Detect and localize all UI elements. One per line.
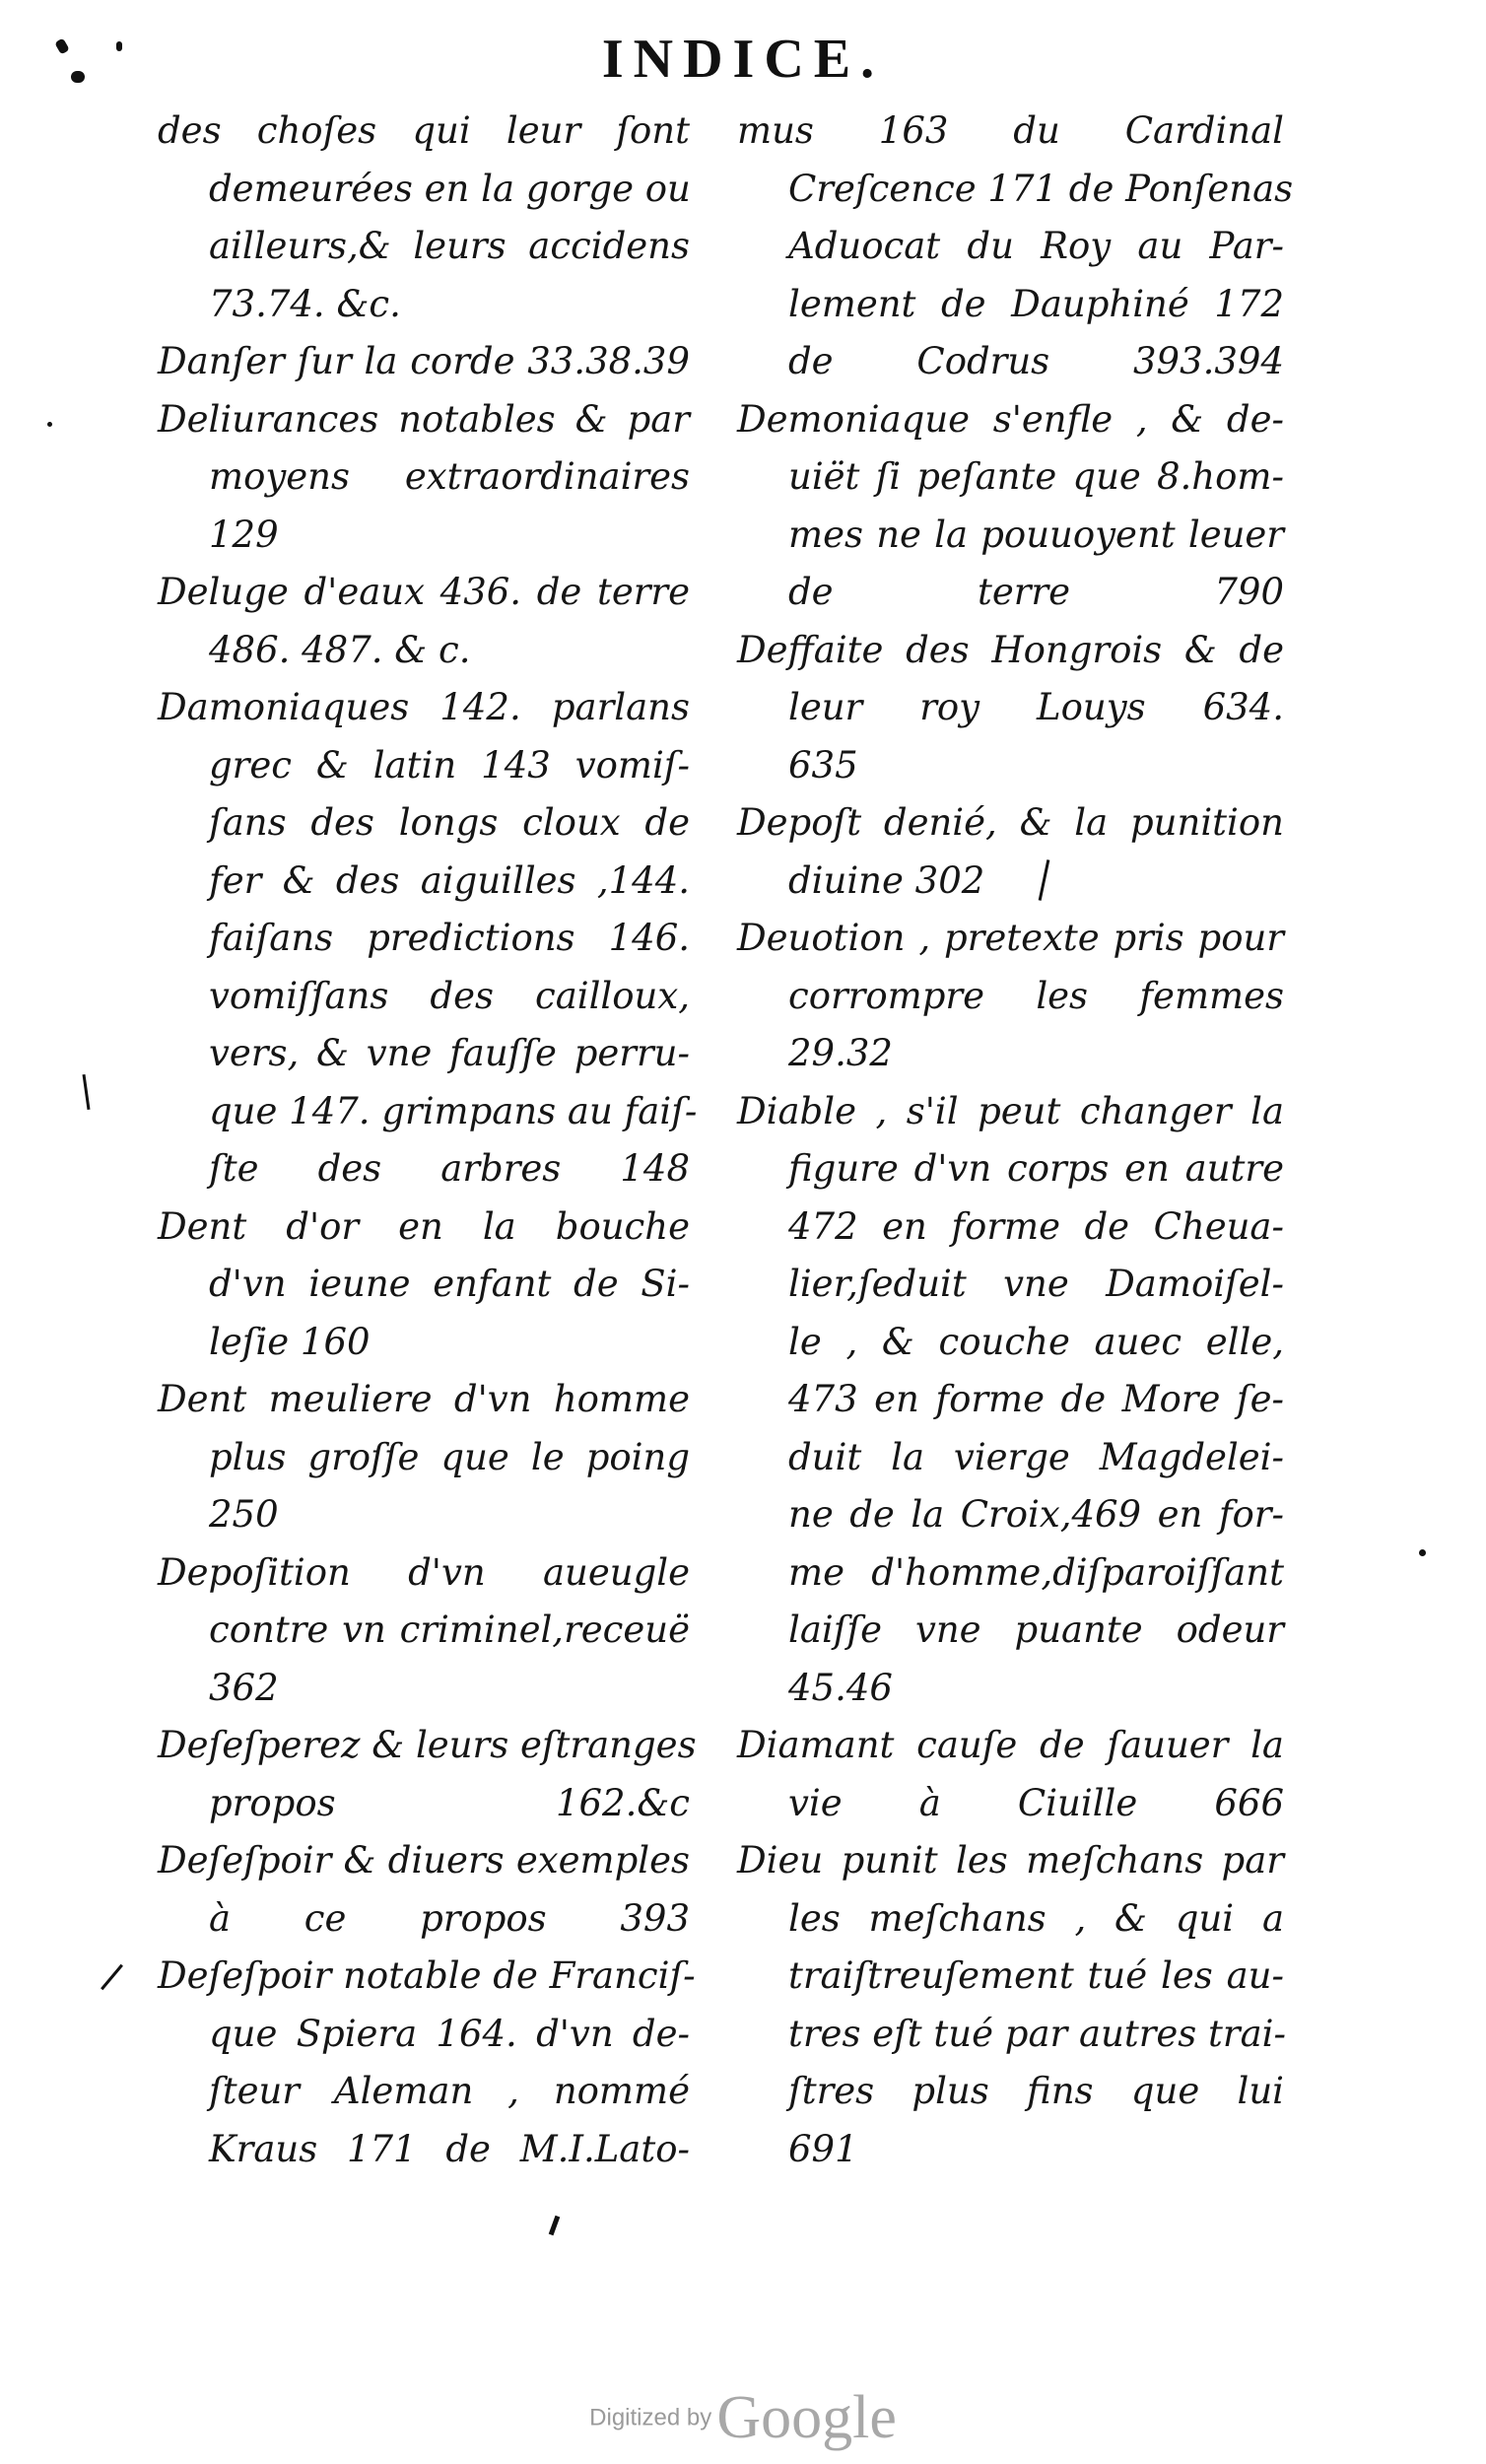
index-entry-continuation: leſie 160 bbox=[209, 1320, 371, 1363]
print-speck bbox=[1419, 1549, 1426, 1556]
index-entry-headline: Deffaite des Hongrois & de bbox=[737, 628, 1284, 671]
index-entry bbox=[158, 1832, 690, 1948]
index-entry-continuation: de terre 790 bbox=[788, 571, 1284, 613]
index-entry-headline: Deſeſperez & leurs eſtranges bbox=[158, 1724, 697, 1766]
index-entry bbox=[737, 622, 1284, 795]
index-entry-continuation: figure d'vn corps en autre bbox=[788, 1147, 1284, 1190]
index-entry bbox=[737, 1717, 1284, 1832]
index-entry-continuation: ne de la Croix,469 en for- bbox=[788, 1493, 1284, 1536]
index-entry-continuation: me d'homme,diſparoiſſant bbox=[788, 1550, 1284, 1594]
index-entry bbox=[158, 1198, 690, 1372]
index-entry-headline: Deliurances notables & par bbox=[158, 397, 690, 441]
digitized-by-label: Digitized by bbox=[589, 2404, 712, 2431]
index-entry bbox=[737, 910, 1284, 1083]
index-entry-continuation: que Spiera 164. d'vn de- bbox=[209, 2012, 690, 2055]
index-entry bbox=[158, 1948, 696, 2178]
index-entry-headline: des choſes qui leur ſont bbox=[158, 109, 690, 152]
index-entry-continuation: ſte des arbres 148 bbox=[209, 1147, 690, 1190]
index-entry-continuation: vers, & vne fauſſe perru- bbox=[209, 1032, 690, 1074]
index-entry-headline: Diamant cauſe de ſauuer la bbox=[737, 1724, 1284, 1766]
index-entry-continuation: Creſcence 171 de Ponſenas bbox=[788, 167, 1294, 210]
index-entry-continuation: 486. 487. & c. bbox=[209, 628, 471, 671]
index-entry-continuation: contre vn criminel,receuë bbox=[209, 1608, 690, 1651]
index-entry-continuation: 73.74. &c. bbox=[209, 282, 401, 325]
print-speck bbox=[83, 1074, 91, 1110]
index-entry-continuation: lier,ſeduit vne Damoiſel- bbox=[788, 1263, 1284, 1305]
print-speck bbox=[101, 1964, 123, 1990]
print-speck bbox=[47, 422, 52, 427]
index-entry-headline: Depoſition d'vn aueugle bbox=[158, 1550, 690, 1594]
index-entry bbox=[737, 391, 1284, 622]
index-entry-continuation: Aduocat du Roy au Par- bbox=[788, 225, 1284, 267]
index-entry bbox=[737, 1083, 1284, 1718]
index-entry-continuation: diuine 302 bbox=[788, 858, 985, 902]
index-entry-headline: Depoſt denié, & la punition bbox=[737, 801, 1284, 844]
google-logo: Google bbox=[716, 2384, 897, 2451]
index-entry-continuation: de Codrus 393.394 bbox=[788, 340, 1284, 382]
index-entry-headline: Danſer ſur la corde 33.38.39 bbox=[158, 340, 690, 382]
index-entry-continuation: 250 bbox=[209, 1493, 279, 1536]
index-entry-headline: Dent meuliere d'vn homme bbox=[158, 1378, 690, 1420]
digitization-footer bbox=[0, 2383, 1486, 2453]
index-entry-continuation: 29.32 bbox=[788, 1032, 893, 1074]
index-entry-continuation: vomiſſans des cailloux, bbox=[209, 974, 690, 1017]
index-entry bbox=[737, 794, 1284, 910]
index-entry-continuation: 472 en forme de Cheua- bbox=[788, 1204, 1284, 1248]
index-entry-continuation: plus groſſe que le poing bbox=[209, 1435, 690, 1478]
index-entry bbox=[158, 1371, 690, 1544]
index-entry-headline: Diable , s'il peut changer la bbox=[737, 1089, 1284, 1132]
index-entry-continuation: corrompre les femmes bbox=[788, 974, 1284, 1017]
index-entry bbox=[158, 679, 698, 1198]
index-entry-continuation: duit la vierge Magdelei- bbox=[788, 1435, 1284, 1478]
index-entry-continuation: 635 bbox=[788, 743, 858, 787]
index-entry-continuation: 45.46 bbox=[788, 1666, 893, 1709]
index-entry-headline: Deſeſpoir notable de Franciſ- bbox=[158, 1954, 696, 1997]
print-speck bbox=[71, 71, 85, 83]
index-entry-continuation: laiſſe vne puante odeur bbox=[788, 1608, 1284, 1651]
index-entry-continuation: leur roy Louys 634. bbox=[788, 686, 1284, 728]
index-entry bbox=[737, 1832, 1287, 2178]
index-entry-continuation: grec & latin 143 vomiſ- bbox=[209, 743, 690, 787]
page-header-title: INDICE. bbox=[601, 29, 885, 90]
index-column-left bbox=[158, 103, 698, 2178]
index-entry-headline: Dent d'or en la bouche bbox=[158, 1204, 690, 1248]
index-column-right bbox=[737, 103, 1294, 2178]
index-entry-continuation: fer & des aiguilles ,144. bbox=[209, 858, 690, 902]
index-entry-continuation: uiët ſi peſante que 8.hom- bbox=[788, 455, 1284, 498]
index-entry-continuation: faiſans predictions 146. bbox=[209, 917, 690, 959]
index-entry bbox=[158, 1544, 690, 1718]
index-entry-continuation: 691 bbox=[788, 2127, 858, 2170]
index-entry-headline: mus 163 du Cardinal bbox=[737, 109, 1284, 152]
index-entry-continuation: moyens extraordinaires bbox=[209, 455, 690, 498]
index-entry-headline: Deluge d'eaux 436. de terre bbox=[158, 571, 690, 613]
index-entry-continuation: propos 162.&c bbox=[209, 1781, 690, 1824]
index-entry-continuation: ailleurs,& leurs accidens bbox=[209, 225, 690, 267]
index-entry-continuation: ſteur Aleman , nommé bbox=[209, 2070, 690, 2112]
index-entry-headline: Demoniaque s'enfle , & de- bbox=[737, 397, 1284, 441]
index-entry-continuation: 362 bbox=[209, 1666, 279, 1709]
index-entry bbox=[737, 103, 1294, 391]
index-entry bbox=[158, 333, 690, 391]
print-speck bbox=[549, 2216, 561, 2236]
index-entry-continuation: vie à Ciuille 666 bbox=[788, 1781, 1284, 1824]
index-entry-continuation: Kraus 171 de M.I.Lato- bbox=[209, 2127, 690, 2170]
index-entry-continuation: que 147. grimpans au faiſ- bbox=[209, 1089, 698, 1132]
index-entry bbox=[158, 564, 690, 679]
index-entry-continuation: demeurées en la gorge ou bbox=[209, 167, 691, 210]
index-entry-continuation: les meſchans , & qui a bbox=[788, 1896, 1284, 1940]
index-entry bbox=[158, 103, 690, 333]
index-entry-headline: Damoniaques 142. parlans bbox=[158, 686, 690, 728]
index-entry-continuation: traiſtreuſement tué les au- bbox=[788, 1954, 1284, 1997]
index-entry-headline: Deuotion , pretexte pris pour bbox=[737, 917, 1284, 959]
index-entry-continuation: mes ne la pouuoyent leuer bbox=[788, 513, 1284, 556]
print-speck bbox=[116, 41, 122, 51]
index-entry-continuation: lement de Dauphiné 172 bbox=[788, 282, 1284, 325]
index-entry-continuation: le , & couche auec elle, bbox=[788, 1320, 1284, 1363]
index-entry-continuation: 129 bbox=[209, 513, 279, 556]
index-entry-continuation: tres eſt tué par autres trai- bbox=[788, 2012, 1287, 2055]
index-entry-headline: Dieu punit les meſchans par bbox=[737, 1839, 1284, 1882]
index-entry-continuation: d'vn ieune enfant de Si- bbox=[209, 1263, 690, 1305]
index-entry-continuation: ſtres plus fins que lui bbox=[788, 2070, 1284, 2112]
index-entry bbox=[158, 391, 690, 565]
index-entry bbox=[158, 1717, 697, 1832]
index-entry-headline: Deſeſpoir & diuers exemples bbox=[158, 1839, 690, 1882]
index-entry-continuation: ſans des longs cloux de bbox=[209, 801, 690, 844]
index-entry-continuation: à ce propos 393 bbox=[209, 1896, 690, 1940]
index-entry-continuation: 473 en forme de More ſe- bbox=[788, 1378, 1284, 1420]
